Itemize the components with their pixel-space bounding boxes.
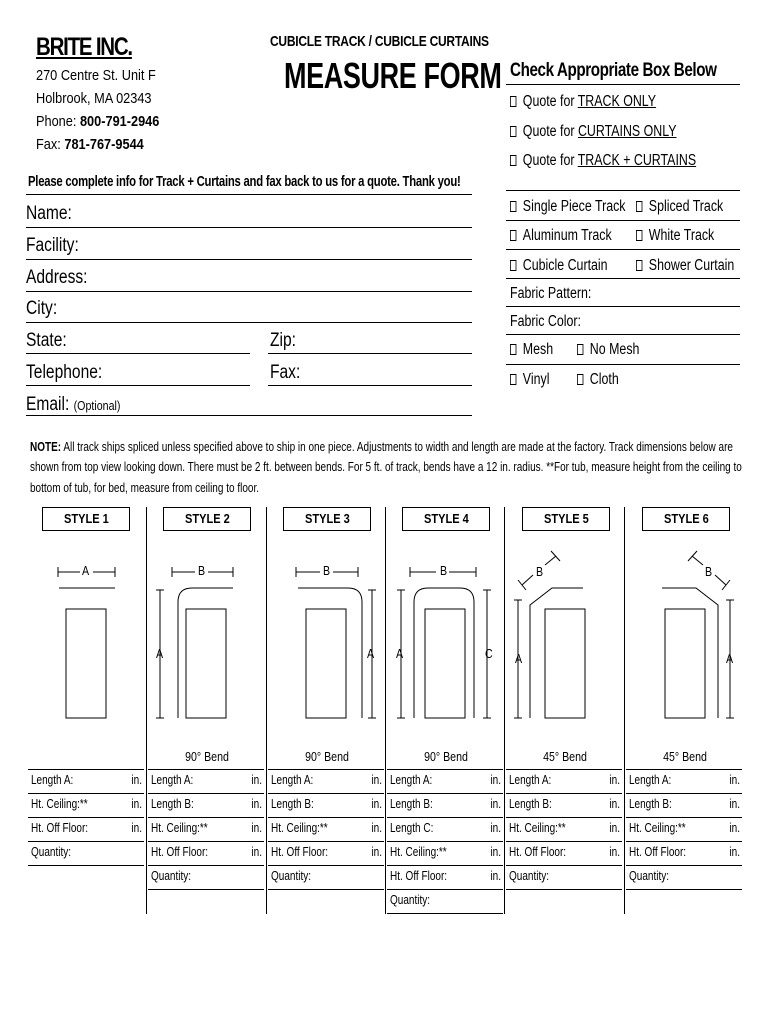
option-label: Mesh [522,341,554,358]
unit-label: in. [371,773,382,787]
style-title-text: STYLE 2 [184,511,230,526]
unit-label: in. [729,821,740,835]
bend-label: 45° Bend [543,750,587,764]
quote-prefix: Quote for [522,123,575,140]
measure-row-label: Length A: [151,773,194,787]
quote-curtains-label: CURTAINS ONLY [577,123,677,140]
option-label: Cubicle Curtain [522,257,608,274]
unit-label: in. [490,773,501,787]
unit-label: in. [729,845,740,859]
unit-label: in. [131,797,142,811]
phone-label: Phone: [36,113,77,130]
dim-label-a: A [515,652,523,666]
dim-label-a: A [156,647,164,661]
fabric-pattern-label: Fabric Pattern: [510,285,592,302]
measure-row-label: Ht. Ceiling:** [151,821,208,835]
unit-label: in. [609,845,620,859]
measure-row-label: Quantity: [390,893,431,907]
dim-label-a: A [396,647,404,661]
option-label: Aluminum Track [522,227,612,244]
measure-row-label: Quantity: [31,845,72,859]
quote-prefix: Quote for [522,152,575,169]
dim-label-a: A [367,647,375,661]
dim-label-a: A [82,564,90,578]
measure-row-label: Ht. Ceiling:** [271,821,328,835]
facility-label: Facility: [26,235,79,256]
dim-label-b: B [440,564,448,578]
option-label: Shower Curtain [648,257,735,274]
dim-label-b: B [705,565,713,579]
fax-field-label: Fax: [270,362,301,383]
unit-label: in. [490,821,501,835]
option-label: Vinyl [522,371,550,388]
unit-label: in. [490,869,501,883]
measure-row-label: Length C: [390,821,434,835]
measure-row-label: Ht. Ceiling:** [509,821,566,835]
measure-row-label: Ht. Off Floor: [509,845,567,859]
style-3-diagram [296,567,376,718]
style-5-diagram [514,551,585,718]
style-title-text: STYLE 4 [423,511,469,526]
fax-number: 781-767-9544 [64,136,144,153]
style-title-text: STYLE 1 [63,511,109,526]
unit-label: in. [609,821,620,835]
quote-both-label: TRACK + CURTAINS [577,152,697,169]
company-city: Holbrook, MA 02343 [36,90,152,107]
fax-label: Fax: [36,136,61,153]
quote-prefix: Quote for [522,93,575,110]
bend-label: 90° Bend [185,750,229,764]
unit-label: in. [371,845,382,859]
checklist-title: Check Appropriate Box Below [510,60,717,81]
measure-row-label: Length A: [509,773,552,787]
measure-row-label: Ht. Ceiling:** [390,845,447,859]
unit-label: in. [251,773,262,787]
option-label: White Track [648,227,715,244]
unit-label: in. [251,821,262,835]
state-label: State: [26,330,67,351]
unit-label: in. [729,797,740,811]
email-optional-note: (Optional) [73,398,121,413]
style-2-diagram [156,567,233,718]
measure-row-label: Ht. Ceiling:** [31,797,88,811]
note-line-3: bottom of tub, for bed, measure from ceiling to floor. [30,481,260,495]
unit-label: in. [131,773,142,787]
measure-row-label: Length A: [271,773,314,787]
company-name: BRITE INC. [36,33,132,61]
option-label: Single Piece Track [522,198,626,215]
dim-label-b: B [323,564,331,578]
address-label: Address: [26,267,88,288]
style-4-diagram [397,567,491,718]
dim-label-b: B [536,565,544,579]
measure-row-label: Ht. Off Floor: [629,845,687,859]
measure-row-label: Length A: [390,773,433,787]
form-subtitle: CUBICLE TRACK / CUBICLE CURTAINS [270,33,489,50]
email-text: Email: [26,394,70,415]
dim-label-b: B [198,564,206,578]
measure-row-label: Length B: [390,797,433,811]
instruction-text: Please complete info for Track + Curtains and fax back to us for a quote. Thank you! [28,174,461,190]
unit-label: in. [729,773,740,787]
telephone-label: Telephone: [26,362,103,383]
style-6-diagram [662,551,734,718]
option-label: No Mesh [589,341,640,358]
measure-row-label: Length A: [629,773,672,787]
fabric-color-label: Fabric Color: [510,313,581,330]
measure-row-label: Ht. Off Floor: [31,821,89,835]
note-label: NOTE: [30,440,62,454]
measure-row-label: Length B: [271,797,314,811]
dim-label-c: C [485,647,493,661]
name-label: Name: [26,203,72,224]
style-1-diagram [58,567,115,718]
measure-row-label: Length B: [629,797,672,811]
note-text: All track ships spliced unless specified above to ship in one piece. Adjustments to width and length are made at the factory. Track dimensions below are [63,440,733,454]
form-title: MEASURE FORM [284,55,502,96]
measure-row-label: Length A: [31,773,74,787]
unit-label: in. [251,797,262,811]
unit-label: in. [131,821,142,835]
measure-row-label: Quantity: [151,869,192,883]
option-label: Cloth [589,371,619,388]
style-title-text: STYLE 6 [663,511,709,526]
unit-label: in. [609,797,620,811]
measure-row-label: Ht. Ceiling:** [629,821,686,835]
bend-label: 90° Bend [424,750,468,764]
measure-row-label: Ht. Off Floor: [271,845,329,859]
phone-number: 800-791-2946 [79,113,160,130]
zip-label: Zip: [270,330,296,351]
measure-row-label: Ht. Off Floor: [390,869,448,883]
unit-label: in. [371,797,382,811]
dim-label-a: A [726,652,734,666]
measure-row-label: Quantity: [629,869,670,883]
unit-label: in. [609,773,620,787]
unit-label: in. [490,797,501,811]
quote-track-label: TRACK ONLY [577,93,657,110]
measure-row-label: Length B: [151,797,194,811]
company-street: 270 Centre St. Unit F [36,67,156,84]
bend-label: 45° Bend [663,750,707,764]
style-title-text: STYLE 5 [543,511,589,526]
note-line-2: shown from top view looking down. There must be 2 ft. between bends. For 5 ft. of track, bends have a 12 in. radius. **For tub, measure height from the ceiling to [30,460,742,474]
city-label: City: [26,298,58,319]
unit-label: in. [371,821,382,835]
measure-row-label: Quantity: [509,869,550,883]
bend-label: 90° Bend [305,750,349,764]
option-label: Spliced Track [648,198,724,215]
unit-label: in. [490,845,501,859]
measure-row-label: Quantity: [271,869,312,883]
unit-label: in. [251,845,262,859]
measure-row-label: Length B: [509,797,552,811]
style-title-text: STYLE 3 [304,511,350,526]
measure-row-label: Ht. Off Floor: [151,845,209,859]
